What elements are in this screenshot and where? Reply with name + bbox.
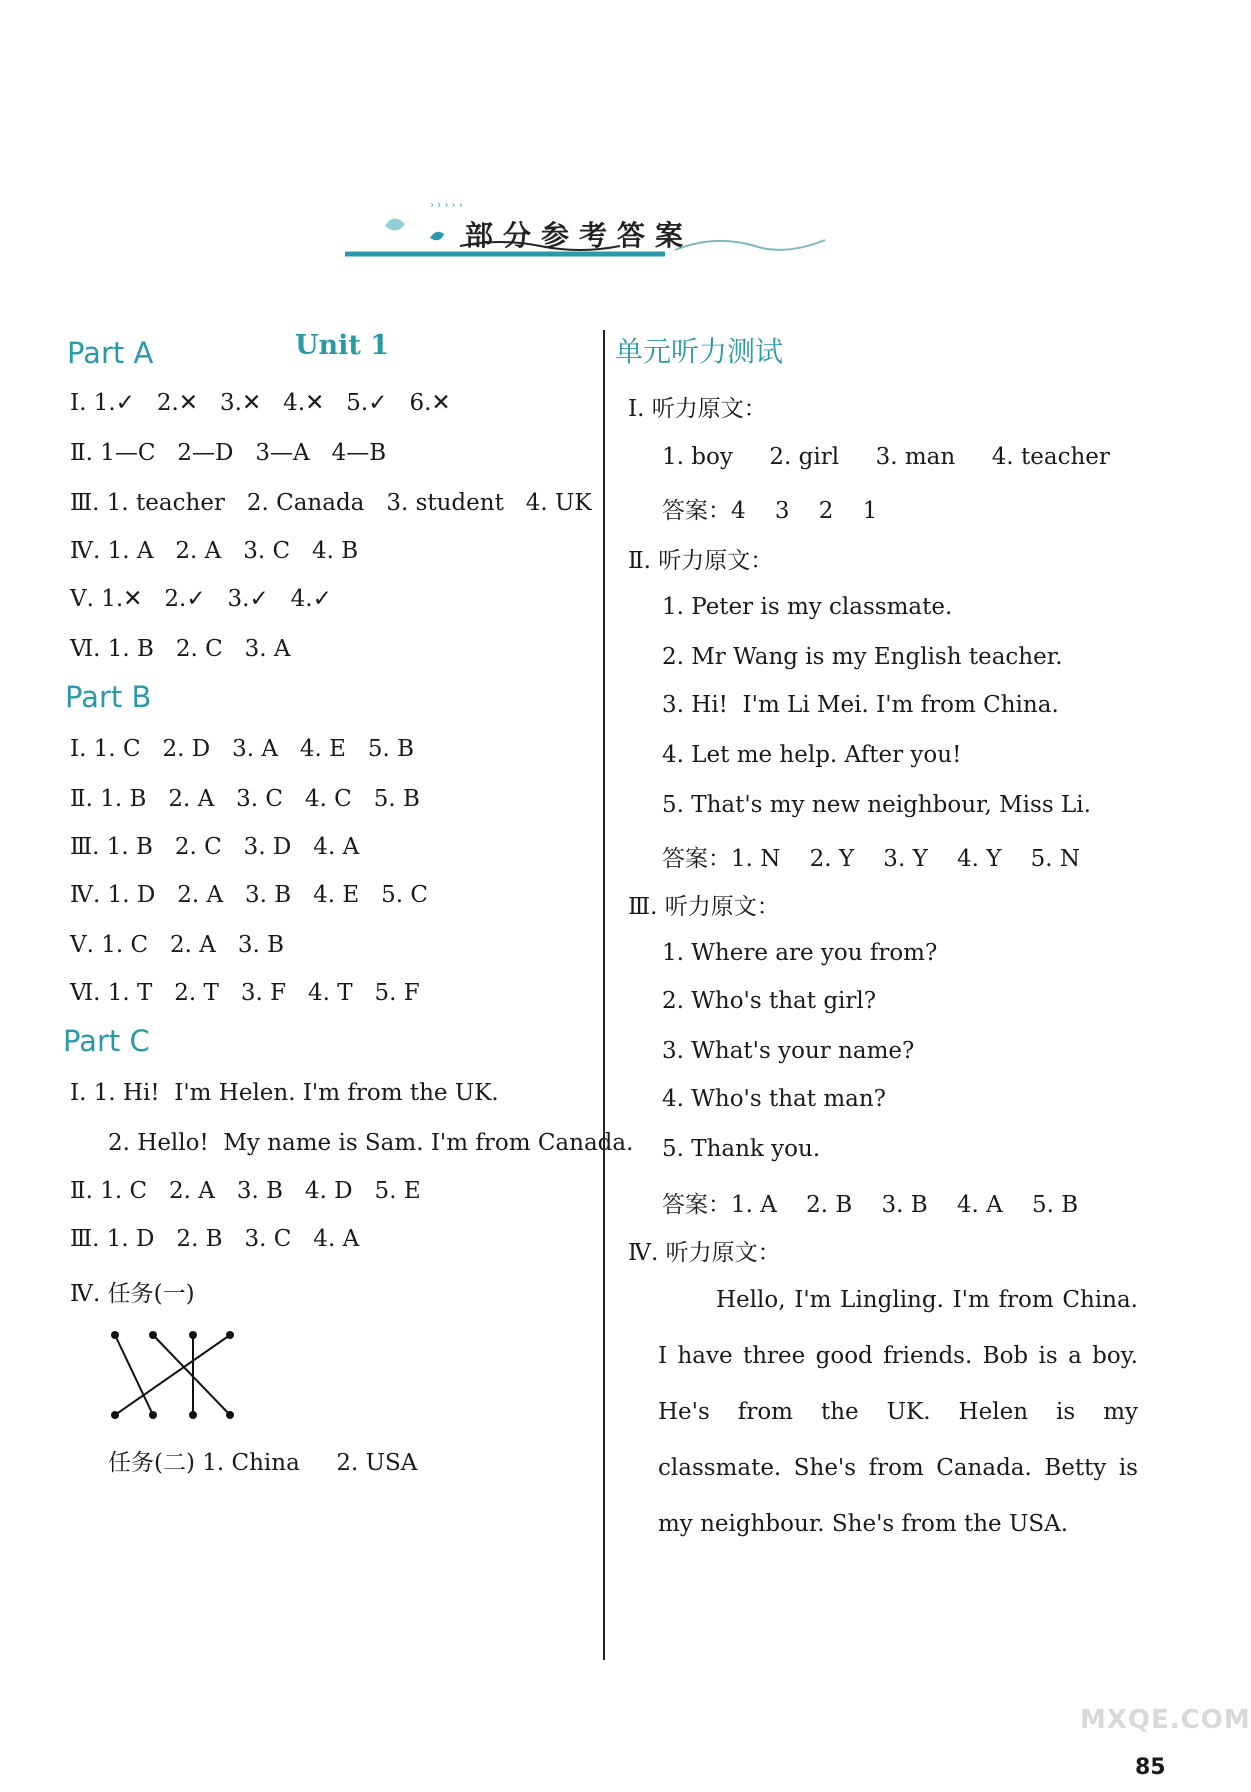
svg-text:› › › › ›: › › › › › [430, 200, 463, 211]
page-header [345, 196, 875, 268]
listening-line: 1. Peter is my classmate. [662, 594, 953, 620]
listening-line: Ⅱ. 听力原文： [628, 548, 774, 574]
part-c-line: Ⅱ. 1. C 2. A 3. B 4. D 5. E [70, 1178, 421, 1204]
watermark: MXQE.COM [1080, 1705, 1251, 1735]
listening-line: 5. That's my new neighbour, Miss Li. [662, 792, 1091, 818]
part-a-line: Ⅲ. 1. teacher 2. Canada 3. student 4. UK [70, 490, 592, 516]
part-b-title: Part B [65, 680, 152, 714]
listening-paragraph: Hello, I'm Lingling. I'm from China. I have three good friends. Bob is a boy. He's from the UK. Helen is my classmate. She's from Canada. Betty is my neighbour. She's from the USA. [658, 1287, 1138, 1537]
part-b-line: Ⅴ. 1. C 2. A 3. B [70, 932, 284, 958]
part-a-line: Ⅰ. 1.✓ 2.✕ 3.✕ 4.✕ 5.✓ 6.✕ [70, 390, 451, 416]
listening-line: 答案：1. A 2. B 3. B 4. A 5. B [662, 1192, 1079, 1218]
part-a-title: Part A [67, 336, 154, 370]
listening-line: 2. Who's that girl? [662, 988, 877, 1014]
listening-line: 4. Who's that man? [662, 1086, 886, 1112]
listening-test-title: 单元听力测试 [615, 335, 784, 368]
part-a-line: Ⅱ. 1—C 2—D 3—A 4—B [70, 440, 387, 466]
part-c-line: 2. Hello! My name is Sam. I'm from Canada. [108, 1130, 634, 1156]
listening-line: Ⅲ. 听力原文： [628, 894, 780, 920]
matching-diagram [105, 1325, 265, 1435]
part-c-line: Ⅳ. 任务(一) [70, 1281, 195, 1307]
listening-line: 答案：1. N 2. Y 3. Y 4. Y 5. N [662, 846, 1081, 872]
listening-line: 5. Thank you. [662, 1136, 821, 1162]
listening-line: 3. Hi! I'm Li Mei. I'm from China. [662, 692, 1059, 718]
column-divider [603, 330, 605, 1660]
listening-line: Ⅰ. 听力原文： [628, 396, 767, 422]
listening-line: Ⅳ. 听力原文： [628, 1240, 781, 1266]
listening-line: 4. Let me help. After you! [662, 742, 962, 768]
part-b-line: Ⅰ. 1. C 2. D 3. A 4. E 5. B [70, 736, 415, 762]
part-b-line: Ⅵ. 1. T 2. T 3. F 4. T 5. F [70, 980, 420, 1006]
part-b-line: Ⅲ. 1. B 2. C 3. D 4. A [70, 834, 360, 860]
part-a-line: Ⅳ. 1. A 2. A 3. C 4. B [70, 538, 359, 564]
listening-line: 答案：4 3 2 1 [662, 498, 878, 524]
part-b-line: Ⅳ. 1. D 2. A 3. B 4. E 5. C [70, 882, 428, 908]
part-b-line: Ⅱ. 1. B 2. A 3. C 4. C 5. B [70, 786, 420, 812]
part-a-line: Ⅴ. 1.✕ 2.✓ 3.✓ 4.✓ [70, 586, 332, 612]
page-number: 85 [1135, 1755, 1166, 1780]
part-c-line: Ⅲ. 1. D 2. B 3. C 4. A [70, 1226, 360, 1252]
listening-line: 1. Where are you from? [662, 940, 938, 966]
unit-title: Unit 1 [295, 330, 390, 361]
part-c-line: 任务(二) 1. China 2. USA [108, 1450, 418, 1476]
listening-line: 2. Mr Wang is my English teacher. [662, 644, 1063, 670]
listening-line: 1. boy 2. girl 3. man 4. teacher [662, 444, 1110, 470]
part-c-title: Part C [63, 1024, 150, 1058]
part-a-line: Ⅵ. 1. B 2. C 3. A [70, 636, 291, 662]
listening-line: 3. What's your name? [662, 1038, 915, 1064]
page-title: 部分参考答案 [465, 219, 694, 252]
part-c-line: Ⅰ. 1. Hi! I'm Helen. I'm from the UK. [70, 1080, 499, 1106]
